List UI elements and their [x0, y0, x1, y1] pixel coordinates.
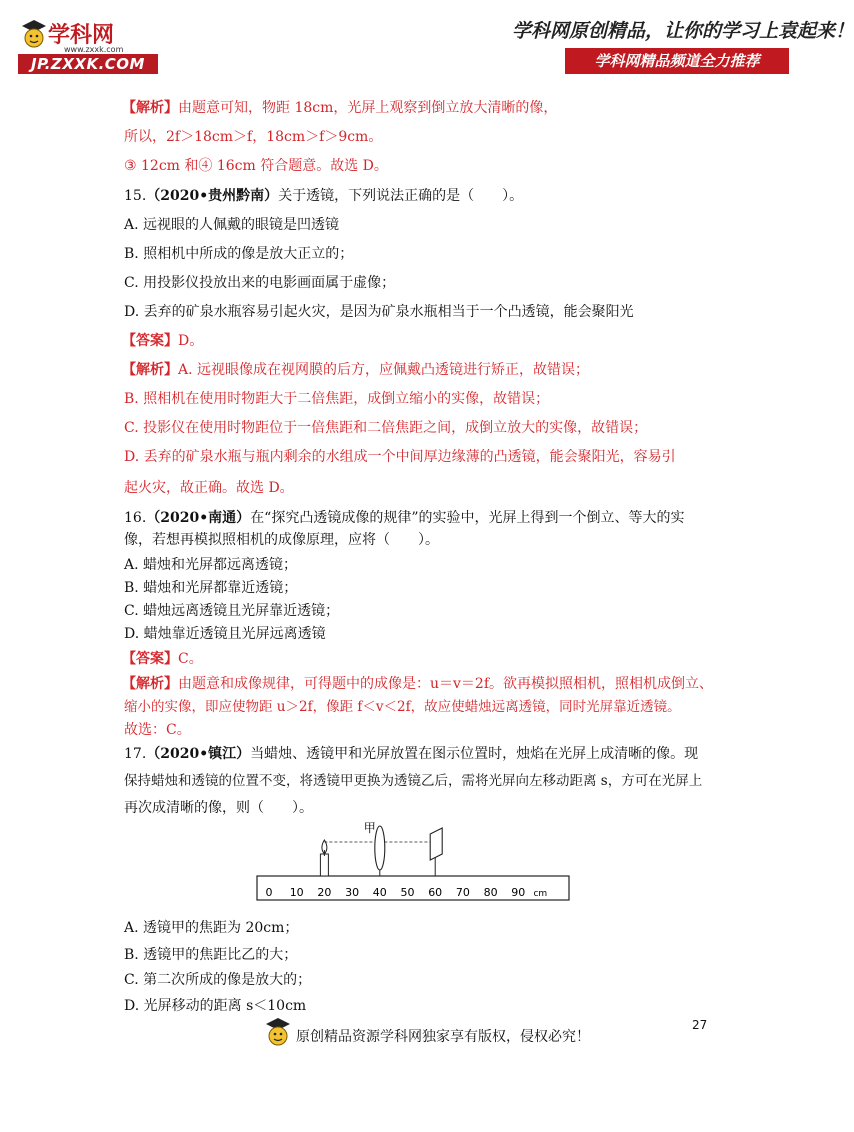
question-17-option-d: D. 光屏移动的距离 s＜10cm: [124, 998, 307, 1014]
answer-tag: 【答案】: [122, 333, 178, 349]
explanation-text: 由题意可知，物距 18cm，光屏上观察到倒立放大清晰的像，: [178, 100, 558, 116]
explanation-tag: 【解析】: [122, 362, 178, 378]
question-15-explanation-5: 起火灾，故正确。故选 D。: [124, 480, 294, 496]
question-16-stem-1: [124, 508, 685, 528]
question-16-option-d: D. 蜡烛靠近透镜且光屏远离透镜: [124, 626, 326, 642]
ruler-tick-label: 10: [289, 886, 304, 899]
question-15-option-c: C. 用投影仪投放出来的电影画面属于虚像；: [124, 275, 396, 291]
explanation-tag: 【解析】: [122, 100, 178, 116]
ruler-tick-label: 80: [483, 886, 498, 899]
question-16-explanation-3: 故选：C。: [124, 722, 191, 738]
question-16-option-a: A. 蜡烛和光屏都远离透镜；: [124, 557, 298, 573]
question-16-stem-2: 像，若想再模拟照相机的成像原理，应将（ ）。: [124, 532, 439, 548]
answer-text: D。: [178, 333, 204, 349]
question-17-stem-1: [124, 744, 698, 764]
explanation-tag: 【解析】: [122, 676, 178, 692]
question-15-stem: [124, 186, 523, 206]
ruler-tick-label: 40: [372, 886, 387, 899]
ruler-tick-label: 50: [400, 886, 415, 899]
question-number: 17.: [124, 746, 147, 762]
question-text: 当蜡烛、透镜甲和光屏放置在图示位置时，烛焰在光屏上成清晰的像。现: [250, 746, 699, 762]
question-source: （2020•镇江）: [146, 746, 251, 762]
question-17-stem-2: 保持蜡烛和透镜的位置不变，将透镜甲更换为透镜乙后，需将光屏向左移动距离 s，方可在光屏上: [124, 773, 703, 789]
header-banner: 学科网精品频道全力推荐: [565, 48, 789, 74]
header-slogan: 学科网原创精品，让你的学习上袁起来！: [512, 20, 854, 42]
question-16-option-c: C. 蜡烛远离透镜且光屏靠近透镜；: [124, 603, 340, 619]
mascot-icon: [262, 1016, 292, 1050]
question-source: （2020•南通）: [146, 510, 251, 526]
question-text: 关于透镜，下列说法正确的是（ ）。: [278, 188, 524, 204]
question-16-explanation-2: 缩小的实像，即应使物距 u＞2f，像距 f＜v＜2f，故应使蜡烛远离透镜，同时光屏靠近透镜。: [124, 699, 681, 715]
question-15-explanation-1: [122, 360, 589, 380]
question-15-explanation-4: D. 丢弃的矿泉水瓶与瓶内剩余的水组成一个中间厚边缘薄的凸透镜，能会聚阳光，容易引: [124, 449, 676, 465]
page-number: 27: [692, 1018, 708, 1032]
light-screen: [430, 828, 442, 860]
mascot-icon: [18, 18, 48, 52]
question-17-stem-3: 再次成清晰的像，则（ ）。: [124, 800, 313, 816]
question-16-explanation-1: [122, 674, 713, 694]
explanation-text: A. 远视眼像成在视网膜的后方，应佩戴凸透镜进行矫正，故错误；: [178, 362, 590, 378]
question-15-explanation-2: B. 照相机在使用时物距大于二倍焦距，成倒立缩小的实像，故错误；: [124, 391, 550, 407]
ruler-tick-label: 70: [455, 886, 470, 899]
question-15-option-b: B. 照相机中所成的像是放大正立的；: [124, 246, 354, 262]
ruler-tick-label: 60: [428, 886, 443, 899]
question-17-option-b: B. 透镜甲的焦距比乙的大；: [124, 947, 298, 963]
copyright-notice: 原创精品资源学科网独家享有版权，侵权必究！: [296, 1029, 590, 1045]
lens-label: 甲: [363, 821, 376, 835]
question-source: （2020•贵州黔南）: [146, 188, 279, 204]
question-17-option-c: C. 第二次所成的像是放大的；: [124, 972, 312, 988]
question-17-option-a: A. 透镜甲的焦距为 20cm；: [124, 920, 299, 936]
ruler-tick-label: 20: [317, 886, 332, 899]
answer-tag: 【答案】: [122, 651, 178, 667]
optical-bench-figure: [255, 820, 575, 912]
question-text: 在“探究凸透镜成像的规律”的实验中，光屏上得到一个倒立、等大的实: [250, 510, 685, 526]
question-15-answer: [122, 331, 203, 351]
question-number: 16.: [124, 510, 147, 526]
ruler-tick-label: 90: [511, 886, 526, 899]
question-15-option-d: D. 丢弃的矿泉水瓶容易引起火灾，是因为矿泉水瓶相当于一个凸透镜，能会聚阳光: [124, 304, 634, 320]
site-logo[interactable]: [18, 18, 158, 74]
logo-url: JP.ZXXK.COM: [18, 54, 158, 74]
ruler-unit-label: cm: [533, 889, 548, 899]
answer-text: C。: [178, 651, 203, 667]
prev-explanation-line-3: ③ 12cm 和④ 16cm 符合题意。故选 D。: [124, 158, 388, 174]
logo-subtitle: www.zxxk.com: [64, 45, 124, 54]
question-16-answer: [122, 649, 203, 669]
candle: [320, 854, 328, 876]
question-number: 15.: [124, 188, 147, 204]
logo-title: 学科网: [48, 23, 115, 48]
explanation-text: 由题意和成像规律，可得题中的成像是：u＝v＝2f。欲再模拟照相机，照相机成倒立、: [178, 676, 714, 692]
ruler-tick-label: 30: [345, 886, 360, 899]
prev-explanation-line-1: [122, 98, 557, 118]
ruler-tick-label: 0: [265, 886, 273, 899]
question-16-option-b: B. 蜡烛和光屏都靠近透镜；: [124, 580, 298, 596]
prev-explanation-line-2: 所以，2f＞18cm＞f，18cm＞f＞9cm。: [124, 129, 383, 145]
question-15-option-a: A. 远视眼的人佩戴的眼镜是凹透镜: [124, 217, 340, 233]
question-15-explanation-3: C. 投影仪在使用时物距位于一倍焦距和二倍焦距之间，成倒立放大的实像，故错误；: [124, 420, 648, 436]
lens: [375, 826, 385, 870]
